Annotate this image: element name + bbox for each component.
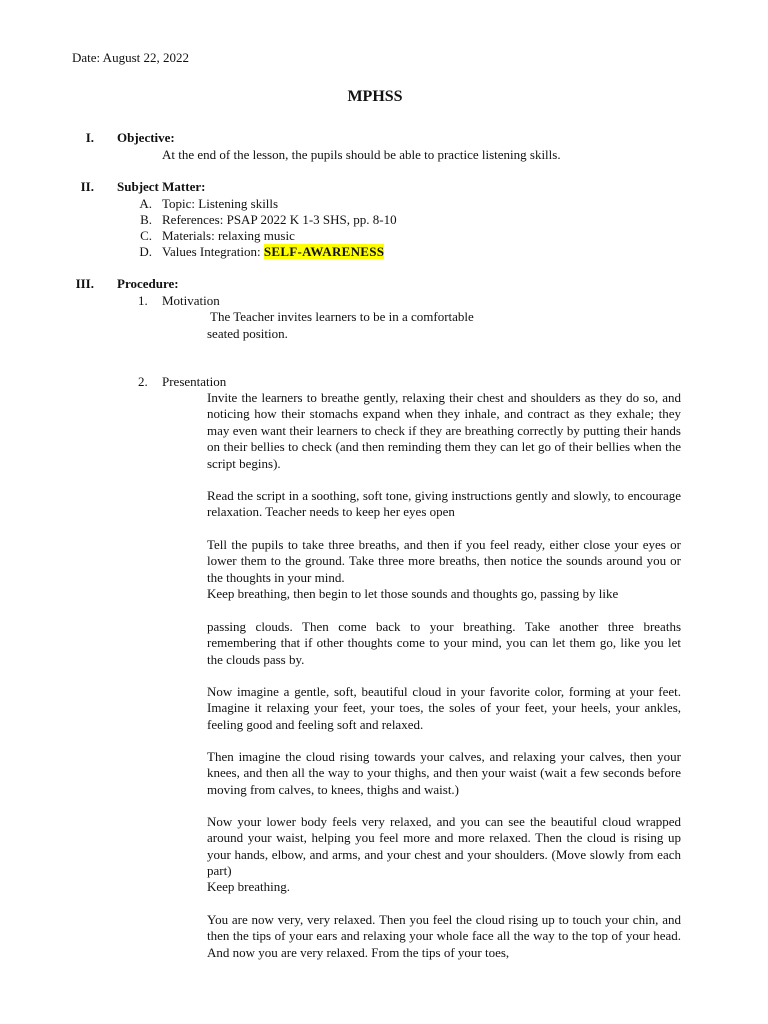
document-title: MPHSS (347, 88, 403, 105)
presentation-paragraph: passing clouds. Then come back to your breathing. Take another three breaths remembering that if other thoughts come to your mind, you can let them go, like you let the clouds pass by. (207, 619, 681, 667)
section-heading-objective: Objective: (117, 130, 175, 145)
step-number: 1. (138, 293, 148, 308)
presentation-paragraph: Then imagine the cloud rising towards your calves, and relaxing your calves, then your knees, and then all the way to your thighs, and then your waist (wait a few seconds before moving from calves, to knees, thighs and waist.) (207, 749, 681, 797)
lesson-date: Date: August 22, 2022 (72, 50, 189, 65)
subject-references: References: PSAP 2022 K 1-3 SHS, pp. 8-10 (162, 212, 397, 227)
values-highlight: SELF-AWARENESS (263, 244, 385, 259)
step-number: 2. (138, 374, 148, 389)
section-heading-procedure: Procedure: (117, 276, 179, 291)
presentation-paragraph: Keep breathing, then begin to let those sounds and thoughts go, passing by like (207, 586, 619, 601)
list-letter: B. (140, 212, 152, 227)
subject-topic: Topic: Listening skills (162, 196, 279, 211)
presentation-paragraph: Now your lower body feels very relaxed, and you can see the beautiful cloud wrapped around your waist, helping you feel more and more relaxed. Then the cloud is rising up your hands, elbow, and arms, and your chest and your shoulders. (Move slowly from each part) (207, 814, 681, 879)
list-letter: C. (140, 228, 152, 243)
step-label-motivation: Motivation (162, 293, 220, 308)
objective-text: At the end of the lesson, the pupils should be able to practice listening skills. (162, 147, 561, 162)
presentation-paragraph: Now imagine a gentle, soft, beautiful cloud in your favorite color, forming at your feet. Imagine it relaxing your feet, your toes, the soles of your feet, your heels, your ankles, feeling good and feeling soft and relaxed. (207, 684, 681, 732)
presentation-paragraph: You are now very, very relaxed. Then you feel the cloud rising up to touch your chin, and then the tips of your ears and relaxing your whole face all the way to the top of your head. And now you are very relaxed. From the tips of your toes, (207, 912, 681, 960)
list-letter: A. (139, 196, 152, 211)
motivation-line: The Teacher invites learners to be in a comfortable (207, 309, 474, 324)
motivation-line: seated position. (207, 326, 288, 341)
step-label-presentation: Presentation (162, 374, 227, 389)
presentation-paragraph: Tell the pupils to take three breaths, and then if you feel ready, either close your eyes or lower them to the ground. Take three more breaths, then notice the sounds around you or the thoughts in your mind. (207, 537, 681, 585)
presentation-paragraph: Invite the learners to breathe gently, relaxing their chest and shoulders as they do so, and noticing how their stomachs expand when they inhale, and contract as they exhale; they may even want their learners to check if they are breathing correctly by putting their hands on their bellies to check (and then reminding them they can let go of their bellies when the script begins). (207, 390, 681, 471)
subject-values (162, 244, 384, 260)
section-numeral: I. (85, 130, 94, 145)
list-letter: D. (139, 244, 152, 259)
values-label: Values Integration: (162, 244, 264, 259)
section-heading-subject-matter: Subject Matter: (117, 179, 206, 194)
section-numeral: III. (75, 276, 94, 291)
subject-materials: Materials: relaxing music (162, 228, 295, 243)
presentation-paragraph: Read the script in a soothing, soft tone, giving instructions gently and slowly, to encourage relaxation. Teacher needs to keep her eyes open (207, 488, 681, 520)
section-numeral: II. (80, 179, 94, 194)
presentation-paragraph: Keep breathing. (207, 879, 291, 894)
